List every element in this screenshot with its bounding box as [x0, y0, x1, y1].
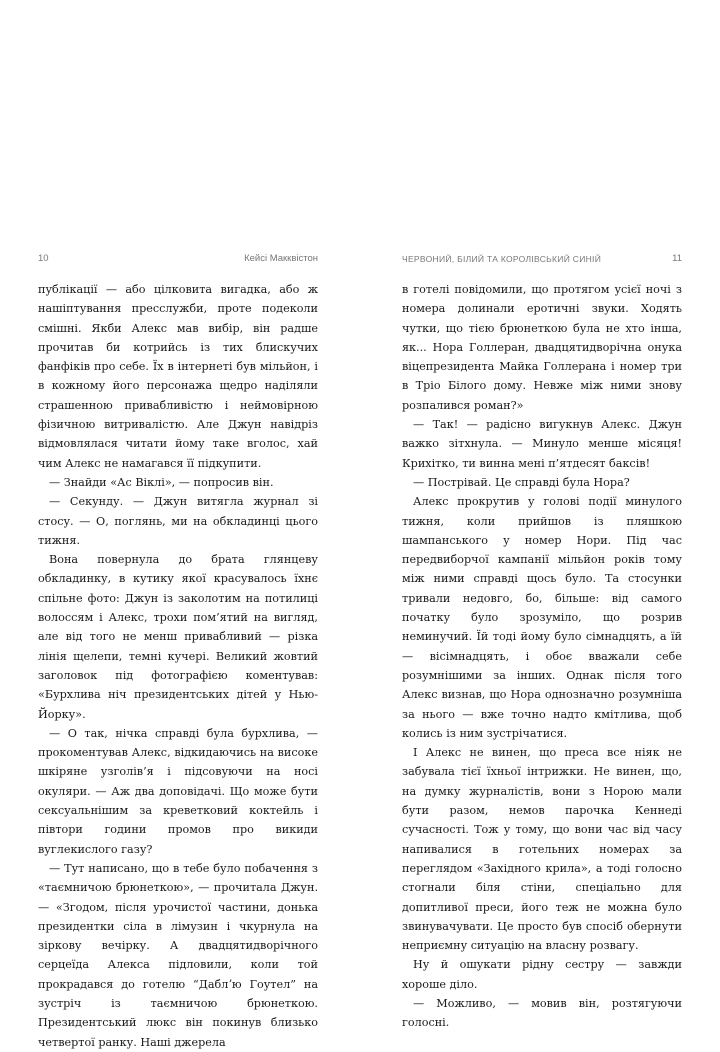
paragraph: Алекс прокрутив у голові події минулого тижня, коли прийшов із пляшкою шампанського у номер Нори. Під час передвиборчої кампанії мільйон років тому між ними справді щось було. Та стосунки тривали недовго, бо, більше: від самого початку було зрозуміло, що розрив неминучий. Їй тоді йому було сімнадцять, а їй — вісімнадцять, і обоє вважали себе розумнішими за інших. Однак після того Алекс визнав, що Нора однозначно розумніша за нього — вже точно надто кмітлива, щоб колись із ним зустрічатися. [402, 495, 682, 740]
paragraph: — Тут написано, що в тебе було побачення з «таємничою брюнеткою», — прочитала Джун. — «Згодом, після урочистої частини, донька президентки сіла в лімузин і чкурнула на зіркову вечірку. А двадцятидворічного серцеїда Алекса підловили, коли той прокрадався до готелю “Даблʼю Гоутел” на зустріч із таємничою брюнеткою. Президентський люкс він покинув близько четвертої ранку. Наші джерела [38, 861, 318, 1049]
page-number-right: 11 [672, 253, 682, 264]
paragraph: — Секунду. — Джун витягла журнал зі стосу. — О, поглянь, ми на обкладинці цього тижня. [38, 495, 318, 547]
running-head-left [0, 252, 360, 266]
paragraph: — Знайди «Ас Віклі», — попросив він. [49, 475, 274, 489]
left-page-text [38, 280, 318, 1052]
author-running-head: Кейсі Макквістон [244, 253, 318, 264]
left-page [0, 0, 360, 1049]
page-number-left: 10 [38, 253, 49, 264]
book-title-running-head: ЧЕРВОНИЙ, БІЛИЙ ТА КОРОЛІВСЬКИЙ СИНІЙ [402, 254, 602, 264]
paragraph: — Так! — радісно вигукнув Алекс. Джун важко зітхнула. — Минуло менше місяця! Крихітко, ти винна мені п’ятдесят баксів! [402, 418, 682, 470]
paragraph: — Пострівай. Це справді була Нора? [413, 475, 630, 489]
paragraph: в готелі повідомили, що протягом усієї ночі з номера долинали еротичні звуки. Ходять чутки, що тією брюнеткою була не хто інша, як... Нора Голлеран, двадцятидворічна онука віцепрезидента Майка Голлерана і номер три в Тріо Білого дому. Невже між ними знову розпалився роман?» [402, 283, 682, 412]
right-page [360, 0, 720, 1030]
right-page-text [402, 280, 682, 1033]
paragraph: публікації — або цілковита вигадка, або ж нашіптування пресслужби, проте подеколи смішні. Якби Алекс мав вибір, він радше прочитав би котрийсь із тих блискучих фанфіків про себе. Їх в інтернеті був мільйон, і в кожному його персонажа щедро наділяли страшенною привабливістю і неймовірною фізичною витривалістю. Але Джун навідріз відмовлялася читати йому таке вголос, хай чим Алекс не намагався її підкупити. [38, 283, 318, 470]
paragraph: — Можливо, — мовив він, розтягуючи голосні. [402, 996, 682, 1030]
paragraph: Ну й ошукати рідну сестру — завжди хороше діло. [402, 958, 682, 991]
running-head-right [360, 252, 720, 266]
paragraph: Вона повернула до брата глянцеву обкладинку, в кутику якої красувалось їхнє спільне фото: Джун із заколотим на потилиці волоссям і Алекс, трохи пом’ятий на вигляд, але від того не менш привабливий — різка лінія щелепи, темні кучері. Великий жовтий заголовок під фотографією коментував: «Бурхлива ніч президентських дітей у Нью-Йорку». [38, 553, 318, 721]
paragraph: І Алекс не винен, що преса все ніяк не забувала тієї їхньої інтрижки. Не винен, що, на думку журналістів, вони з Норою мали бути разом, немов парочка Кеннеді сучасності. Тож у тому, що вони час від часу напивалися в готельних номерах за переглядом «Західного крила», а тоді голосно стогнали біля стіни, спеціально для допитливої преси, його теж не можна було звинувачувати. Це просто був спосіб обернути неприємну ситуацію на власну розвагу. [402, 746, 682, 953]
paragraph: — О так, нічка справді була бурхлива, — прокоментував Алекс, відкидаючись на високе шкіряне узголів’я і підсовуючи на носі окуляри. — Аж два доповідачі. Що може бути сексуальнішим за креветковий коктейль і півтори години промов про викиди вуглекислого газу? [38, 726, 318, 856]
